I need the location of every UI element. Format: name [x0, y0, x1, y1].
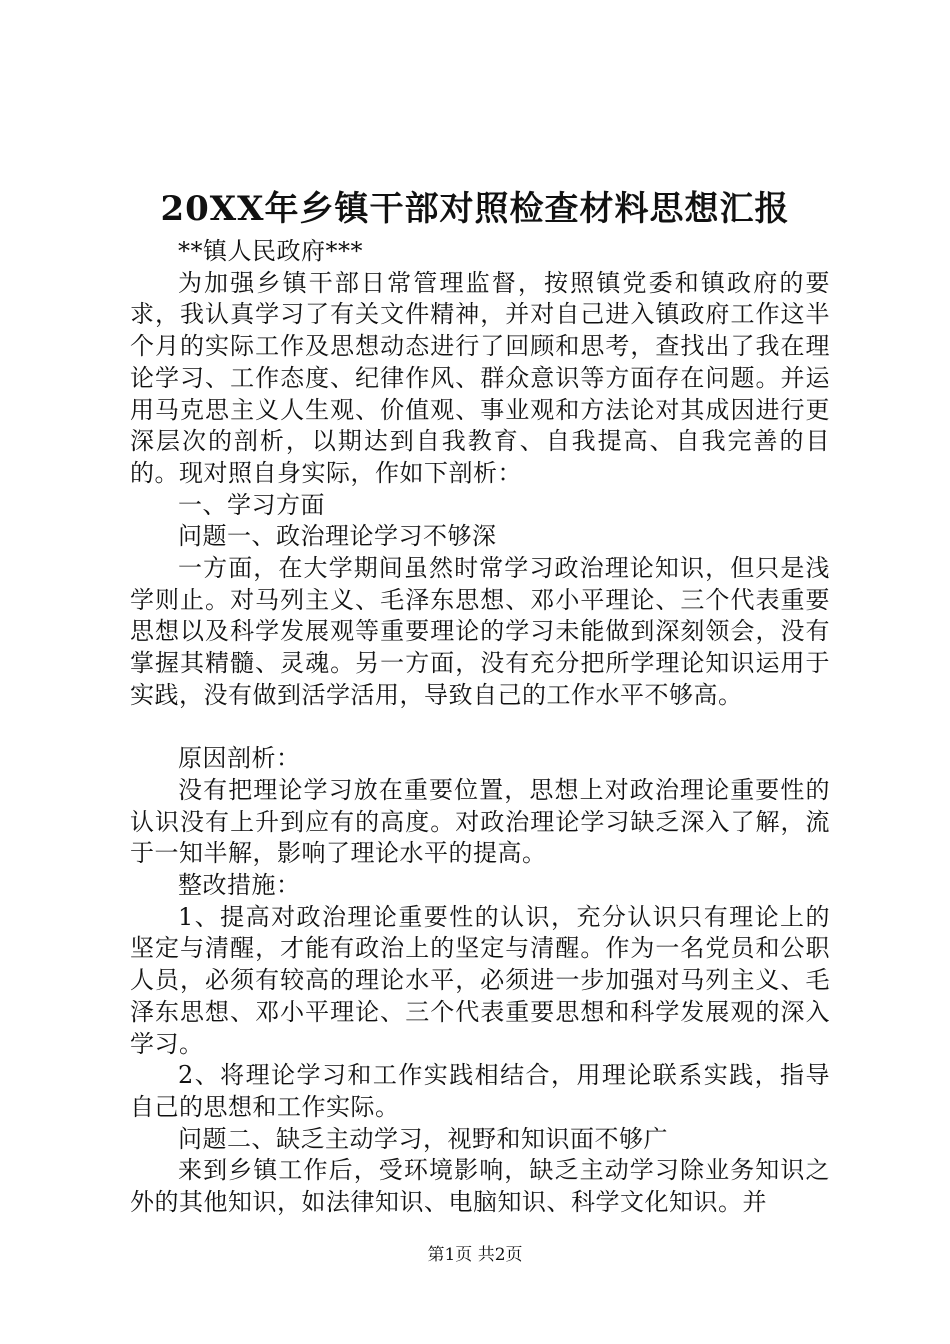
- body-paragraph: 来到乡镇工作后，受环境影响，缺乏主动学习除业务知识之外的其他知识，如法律知识、电脑知识、科学文化知识。并: [130, 1156, 830, 1217]
- document-title: 20XX年乡镇干部对照检查材料思想汇报: [160, 189, 790, 229]
- author-line: **镇人民政府***: [178, 237, 363, 265]
- section-heading: 一、学习方面: [178, 490, 325, 519]
- intro-paragraph: 为加强乡镇干部日常管理监督，按照镇党委和镇政府的要求，我认真学习了有关文件精神，并对自己进入镇政府工作这半个月的实际工作及思想动态进行了回顾和思考，查找出了我在理论学习、工作态度、纪律作风、群众意识等方面存在问题。并运用马克思主义人生观、价值观、事业观和方法论对其成因进行更深层次的剖析，以期达到自我教育、自我提高、自我完善的目的。现对照自身实际，作如下剖析：: [130, 268, 830, 487]
- body-paragraph: 1、提高对政治理论重要性的认识，充分认识只有理论上的坚定与清醒，才能有政治上的坚定与清醒。作为一名党员和公职人员，必须有较高的理论水平，必须进一步加强对马列主义、毛泽东思想、邓小平理论、三个代表重要思想和科学发展观的深入学习。: [130, 902, 830, 1058]
- body-paragraph: 2、将理论学习和工作实践相结合，用理论联系实践，指导自己的思想和工作实际。: [130, 1061, 830, 1121]
- page-footer: 第1页 共2页: [427, 1245, 523, 1265]
- body-paragraph: 没有把理论学习放在重要位置，思想上对政治理论重要性的认识没有上升到应有的高度。对政治理论学习缺乏深入了解，流于一知半解，影响了理论水平的提高。: [130, 775, 830, 868]
- document-body: [130, 236, 830, 1219]
- subheading: 原因剖析：: [178, 744, 301, 773]
- blank-line: [130, 712, 830, 744]
- subheading: 整改措施：: [178, 871, 301, 900]
- problem-heading: 问题一、政治理论学习不够深: [178, 522, 497, 551]
- body-paragraph: 一方面，在大学期间虽然时常学习政治理论知识，但只是浅学则止。对马列主义、毛泽东思想、邓小平理论、三个代表重要思想以及科学发展观等重要理论的学习未能做到深刻领会，没有掌握其精髓、灵魂。另一方面，没有充分把所学理论知识运用于实践，没有做到活学活用，导致自己的工作水平不够高。: [130, 554, 830, 709]
- problem-heading: 问题二、缺乏主动学习，视野和知识面不够广: [178, 1124, 668, 1153]
